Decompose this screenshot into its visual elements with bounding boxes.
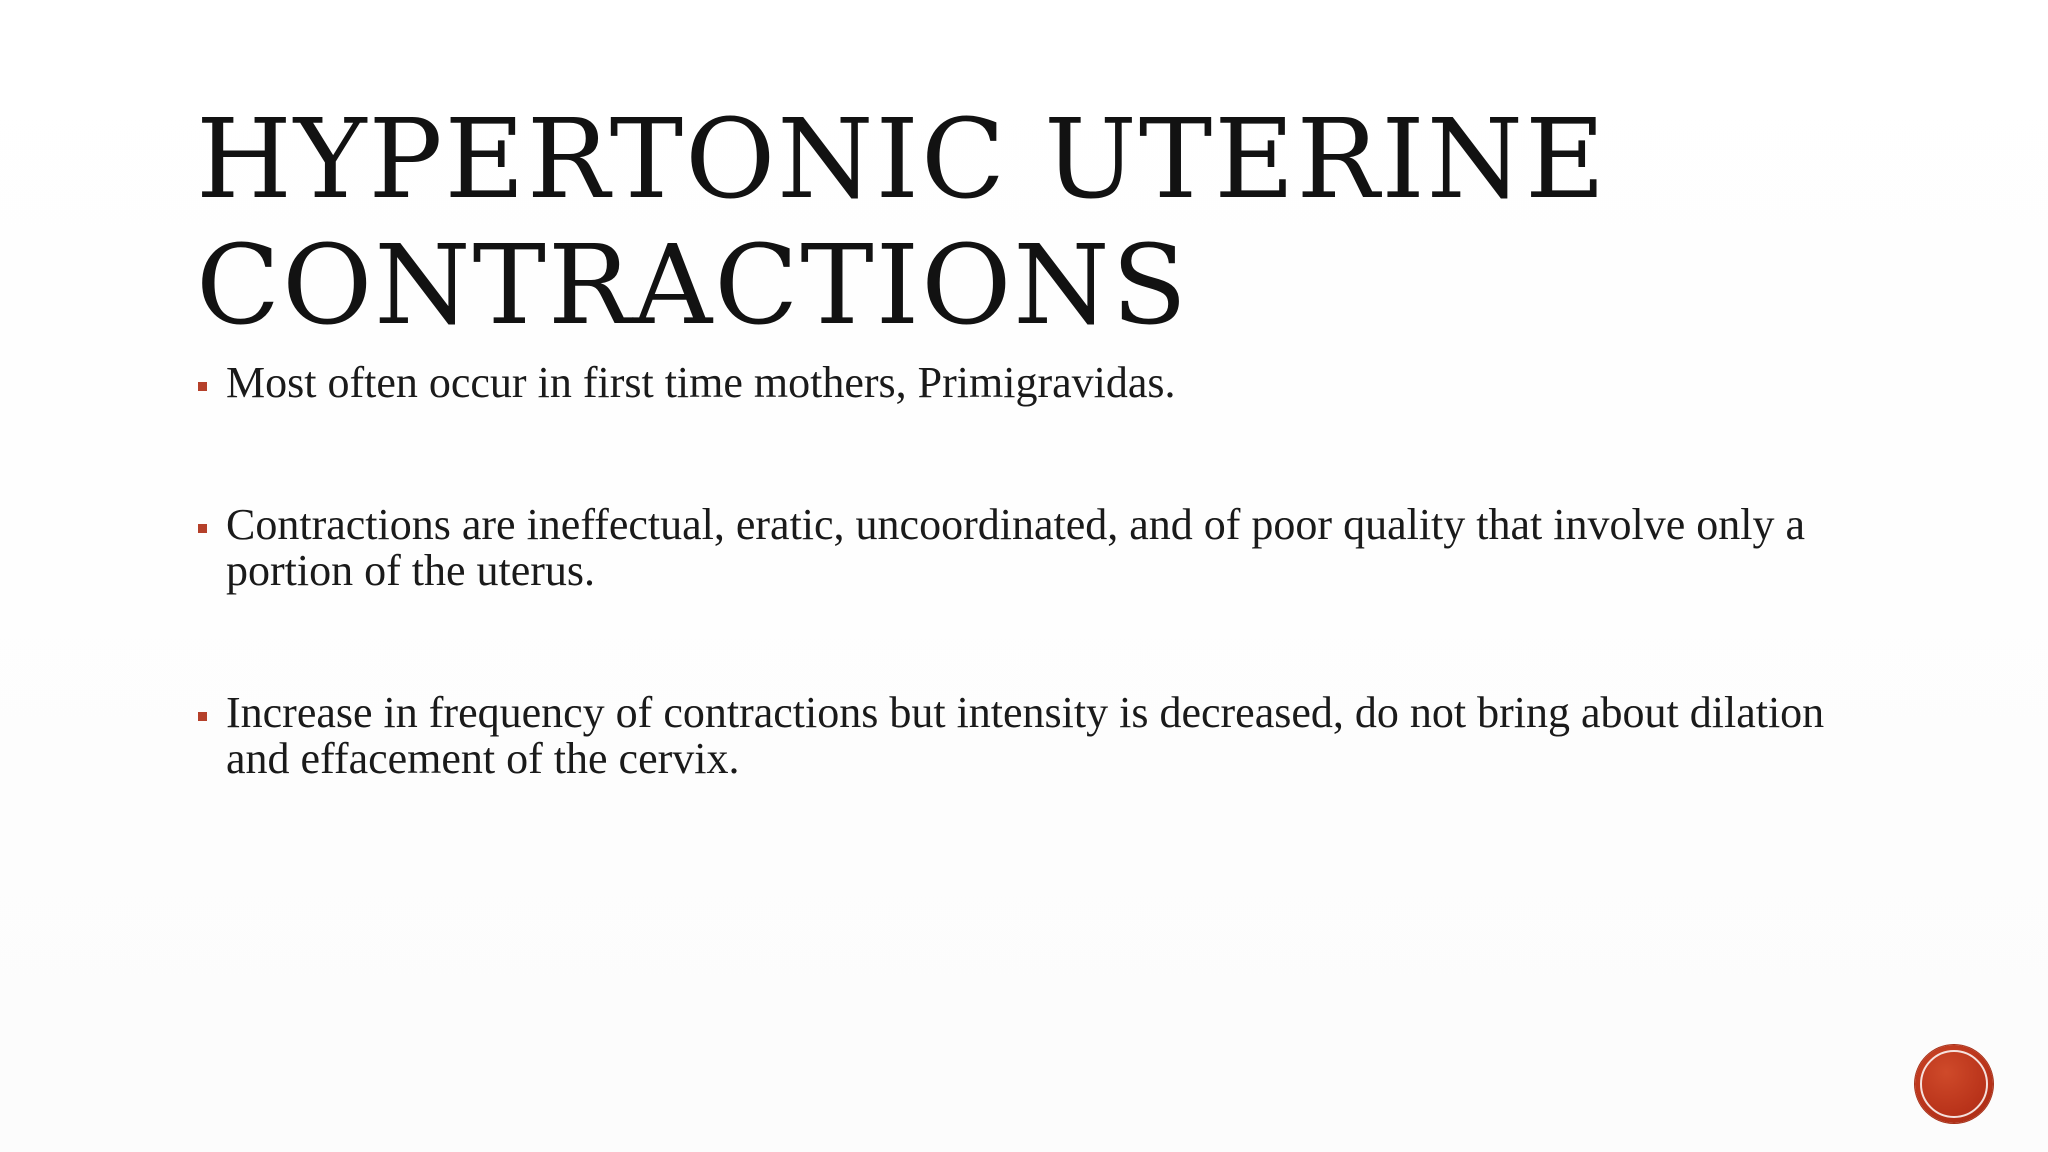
- bullet-item-3: [196, 690, 1896, 782]
- slide-title-line-2: CONTRACTIONS: [196, 221, 1189, 349]
- square-bullet-icon: [198, 524, 207, 533]
- slide-nav-button[interactable]: [1915, 1045, 1993, 1123]
- bullet-item-2: [196, 502, 1896, 594]
- bullet-text-3: Increase in frequency of contractions but intensity is decreased, do not bring about dilation and effacement of the cervix.: [226, 688, 1825, 783]
- slide-title: [196, 96, 1896, 348]
- square-bullet-icon: [198, 712, 207, 721]
- bullet-list: [196, 360, 1896, 782]
- bullet-item-1: [196, 360, 1896, 406]
- bullet-text-1: Most often occur in first time mothers, Primigravidas.: [226, 358, 1176, 407]
- circle-nav-button-icon: [1920, 1050, 1988, 1118]
- slide-title-line-1: HYPERTONIC UTERINE: [196, 95, 1608, 223]
- square-bullet-icon: [198, 382, 207, 391]
- bullet-text-2: Contractions are ineffectual, eratic, uncoordinated, and of poor quality that involve only a portion of the uterus.: [226, 500, 1805, 595]
